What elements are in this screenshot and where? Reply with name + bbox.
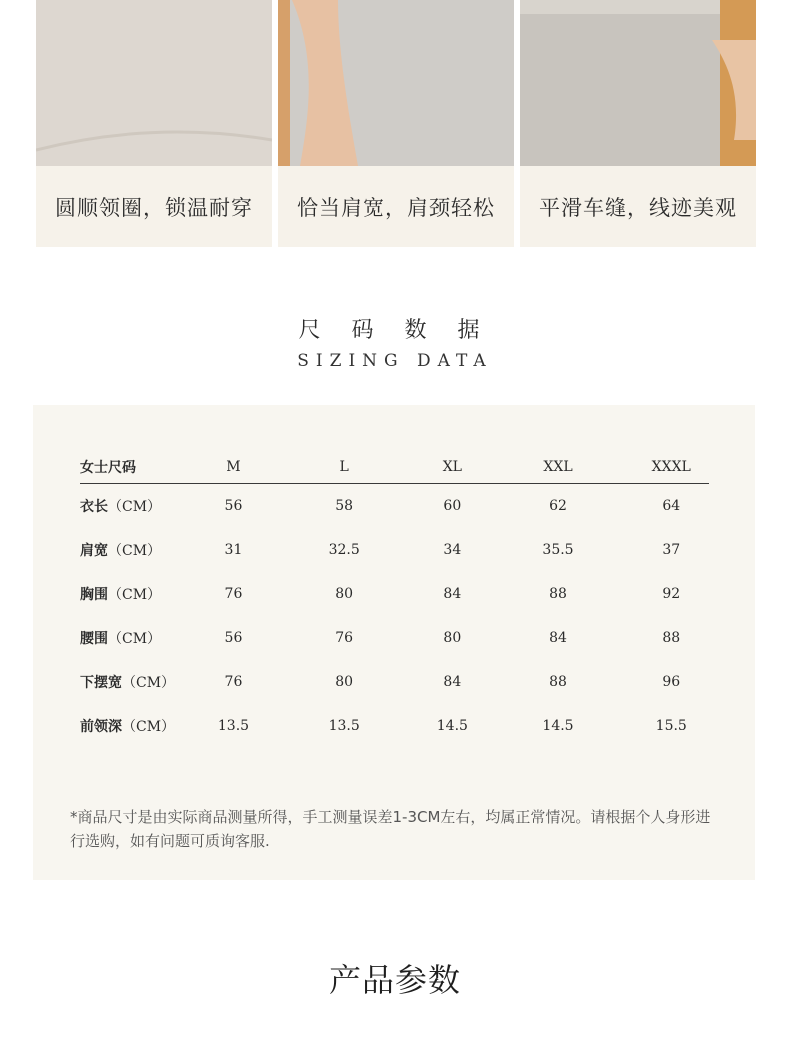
table-cell: 80 — [335, 674, 354, 690]
table-cell: 32.5 — [328, 542, 360, 558]
row-label-name: 腰围 — [80, 631, 108, 647]
row-label-unit: （CM） — [108, 587, 162, 603]
table-cell: 60 — [443, 498, 462, 514]
size-header-label: 女士尺码 — [80, 451, 201, 484]
table-cell: 14.5 — [542, 718, 574, 734]
table-cell: 84 — [443, 586, 462, 602]
table-cell: 88 — [549, 586, 567, 602]
feature-caption: 圆顺领圈，锁温耐穿 — [55, 195, 253, 220]
table-cell: 13.5 — [217, 718, 250, 734]
table-cell: 84 — [549, 630, 567, 646]
neckline-fabric-image — [36, 0, 272, 166]
table-row — [80, 484, 709, 529]
product-params-title: 产品参数 — [328, 961, 461, 999]
table-cell: 76 — [224, 586, 243, 602]
size-header-row — [80, 451, 709, 484]
table-cell: 13.5 — [328, 718, 360, 734]
table-cell: 92 — [662, 586, 681, 602]
table-row — [80, 660, 709, 704]
row-label-unit: （CM） — [108, 499, 162, 515]
row-label-name: 胸围 — [80, 587, 108, 603]
table-cell: 14.5 — [436, 718, 468, 734]
feature-caption-box — [36, 166, 272, 247]
table-row — [80, 572, 709, 616]
size-header-cell: M — [201, 451, 266, 484]
table-cell: 80 — [443, 630, 462, 646]
table-cell: 35.5 — [542, 542, 574, 558]
size-chart-panel — [33, 405, 755, 880]
feature-caption: 恰当肩宽，肩颈轻松 — [297, 195, 495, 220]
table-row — [80, 528, 709, 572]
row-label-name: 肩宽 — [80, 543, 108, 559]
row-label-unit: （CM） — [108, 543, 162, 559]
table-cell: 80 — [335, 586, 354, 602]
row-label — [80, 528, 201, 572]
feature-caption-box — [520, 166, 756, 247]
row-label — [80, 572, 201, 616]
row-label — [80, 704, 201, 748]
table-cell: 56 — [224, 498, 243, 514]
table-cell: 62 — [549, 498, 567, 514]
table-cell: 15.5 — [655, 718, 687, 734]
table-cell: 58 — [335, 498, 354, 514]
feature-card-seam — [520, 0, 756, 247]
table-cell: 31 — [224, 542, 243, 558]
table-cell: 64 — [662, 498, 681, 514]
size-header-cell: XXXL — [633, 451, 709, 484]
arm-illustration — [278, 0, 514, 166]
row-label-name: 下摆宽 — [80, 675, 122, 691]
row-label-unit: （CM） — [108, 631, 162, 647]
feature-card-shoulder — [278, 0, 514, 247]
size-table — [80, 451, 709, 748]
table-cell: 76 — [224, 674, 243, 690]
size-header-cell: XL — [422, 451, 482, 484]
row-label — [80, 660, 201, 704]
sizing-disclaimer-note: *商品尺寸是由实际商品测量所得，手工测量误差1-3CM左右，均属正常情况。请根据个人身形进行选购，如有问题可质询客服. — [70, 808, 711, 850]
row-label-unit: （CM） — [122, 675, 176, 691]
row-label-unit: （CM） — [122, 719, 176, 735]
table-row — [80, 704, 709, 748]
fabric-illustration — [36, 0, 272, 166]
table-cell: 34 — [443, 542, 462, 558]
feature-strip — [36, 0, 756, 247]
table-cell: 56 — [224, 630, 243, 646]
size-header-cell: XXL — [483, 451, 634, 484]
table-cell: 76 — [335, 630, 354, 646]
row-label-name: 前领深 — [80, 719, 122, 735]
seam-illustration — [520, 0, 756, 166]
sizing-title-cn: 尺 码 数 据 — [298, 318, 492, 343]
row-label — [80, 484, 201, 529]
shoulder-arm-image — [278, 0, 514, 166]
feature-caption-box — [278, 166, 514, 247]
feature-card-neckline — [36, 0, 272, 247]
table-row — [80, 616, 709, 660]
row-label-name: 衣长 — [80, 499, 108, 515]
table-cell: 88 — [662, 630, 681, 646]
feature-caption: 平滑车缝，线迹美观 — [539, 195, 737, 220]
table-cell: 84 — [443, 674, 462, 690]
row-label — [80, 616, 201, 660]
table-cell: 88 — [549, 674, 567, 690]
table-cell: 96 — [662, 674, 681, 690]
table-cell: 37 — [662, 542, 681, 558]
seam-hand-image — [520, 0, 756, 166]
size-header-cell: L — [266, 451, 422, 484]
sizing-title-en: SIZING DATA — [297, 351, 493, 371]
